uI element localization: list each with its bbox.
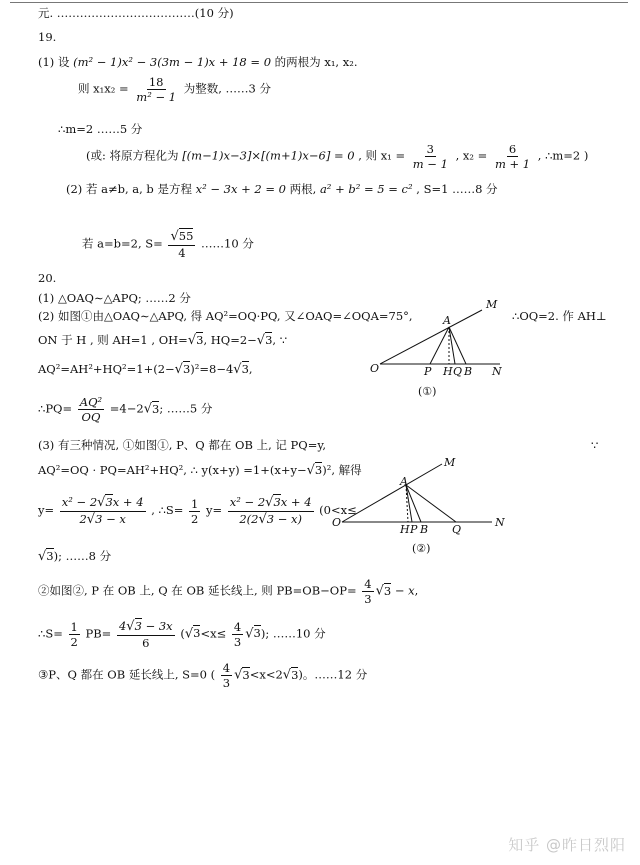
q19-product-line: 则 x₁x₂ = $\frac{18}{\text{m² − 1}}$ 为整数, ……3 分: [78, 75, 272, 105]
q20-y-formula-line: y= $\frac{\text{x² − 2√3x + 4}}{2√3 - x}$ , ∴S= $\frac{1}{2}$ y= $\frac{\text{x² − 2√3x + 4}}{2(2√3 - x)}$ (0<x≤: [38, 495, 357, 527]
fig1-label: O: [370, 362, 380, 375]
fig2-segment-ap: [406, 485, 412, 522]
q20-part2-line3: AQ²=AH²+HQ²=1+(2−√3)²=8−4√3,: [38, 362, 253, 377]
fig1-label: H: [443, 365, 453, 378]
fig2-line-om: [342, 464, 442, 522]
q20-part2-line2: ON 于 H , 则 AH=1 , OH=√3, HQ=2−√3, ∵: [38, 333, 288, 348]
fig1-label: B: [464, 365, 473, 378]
fig2-label: H: [400, 523, 410, 536]
q20-part3-line2: AQ²=OQ · PQ=AH²+HQ², ∴ y(x+y) =1+(x+y−√3)², 解得: [38, 463, 362, 478]
q20-part3-line1: (3) 有三种情况, ①如图①, P、Q 都在 OB 上, 记 PQ=y,: [38, 438, 326, 452]
fig2-caption: (②): [412, 542, 431, 555]
fig1-label: M: [486, 298, 498, 311]
watermark: 知乎 @昨日烈阳: [508, 836, 626, 854]
fig2-label: M: [444, 456, 456, 469]
fraction-18: $\frac{18}{\text{m² − 1}}$: [136, 75, 177, 105]
figure-2: [330, 454, 510, 564]
q19-m-result: ∴m=2 ……5 分: [58, 122, 143, 136]
fig2-label: N: [495, 516, 505, 529]
fig2-label: O: [332, 516, 342, 529]
quadratic-equation: (m² − 1)x² − 3(3m − 1)x + 18 = 0: [73, 55, 272, 69]
q19-part1-line: (1) 设 (m² − 1)x² − 3(3m − 1)x + 18 = 0 的两根为 x₁, x₂.: [38, 55, 358, 69]
q19-alternative-line: (或: 将原方程化为 [(m−1)x−3]×[(m+1)x−6] = 0 , 则 x₁ = $\frac{3}{m - 1}$ , x₂ = $\frac{6}{m + 1}$ , ∴m=2 ): [86, 142, 589, 172]
q19-number: 19.: [38, 30, 57, 44]
q20-part2-line1: (2) 如图①由△OAQ∼△APQ, 得 AQ²=OQ·PQ, 又∠OAQ=∠OQA=75°,: [38, 309, 413, 323]
fig2-label: P: [410, 523, 418, 536]
fig2-label: Q: [452, 523, 462, 536]
figure-1: [360, 296, 530, 400]
fig1-line-om: [380, 310, 482, 364]
header-line: 元. ………………………………(10 分): [38, 6, 234, 20]
q19-equal-case-line: 若 a=b=2, S= $\frac{√55}{4}$ ……10 分: [82, 229, 254, 260]
fig2-label: A: [400, 475, 408, 488]
q20-y-range-end: √3); ……8 分: [38, 549, 112, 564]
q20-case2-area-line: ∴S= $\frac{1}{2}$ PB= $\frac{4√3 - 3x}{6}$ (√3<x≤ $\frac{4}{3}$ √3); ……10 分: [38, 619, 326, 650]
fig1-label: Q: [453, 365, 463, 378]
fig2-label: B: [420, 523, 429, 536]
fig1-label: N: [492, 365, 502, 378]
q20-number: 20.: [38, 271, 57, 285]
fig2-labels: [332, 456, 505, 536]
fig1-label: P: [424, 365, 432, 378]
top-rule: [10, 2, 628, 3]
q19-part2-line: (2) 若 a≠b, a, b 是方程 x² − 3x + 2 = 0 两根, a² + b² = 5 = c² , S=1 ……8 分: [66, 182, 498, 196]
q20-part3-line1-right: ∵: [591, 438, 599, 452]
fig1-labels: [370, 298, 502, 378]
q20-case2-line: ②如图②, P 在 OB 上, Q 在 OB 延长线上, 则 PB=OB−OP= $\frac{4}{3}$ √3 − x,: [38, 577, 419, 607]
q20-part1: (1) △OAQ∼△APQ; ……2 分: [38, 291, 191, 305]
q20-case3-line: ③P、Q 都在 OB 延长线上, S=0 ( $\frac{4}{3}$ √3<x<2√3)。……12 分: [38, 661, 368, 691]
fig1-caption: (①): [418, 385, 437, 398]
q20-part2-line1-right: ∴OQ=2. 作 AH⊥: [512, 309, 607, 323]
fig1-label: A: [443, 314, 451, 327]
q20-pq-line: ∴PQ= $\frac{\text{AQ²}}{OQ}$ =4−2√3; ……5 分: [38, 395, 213, 425]
